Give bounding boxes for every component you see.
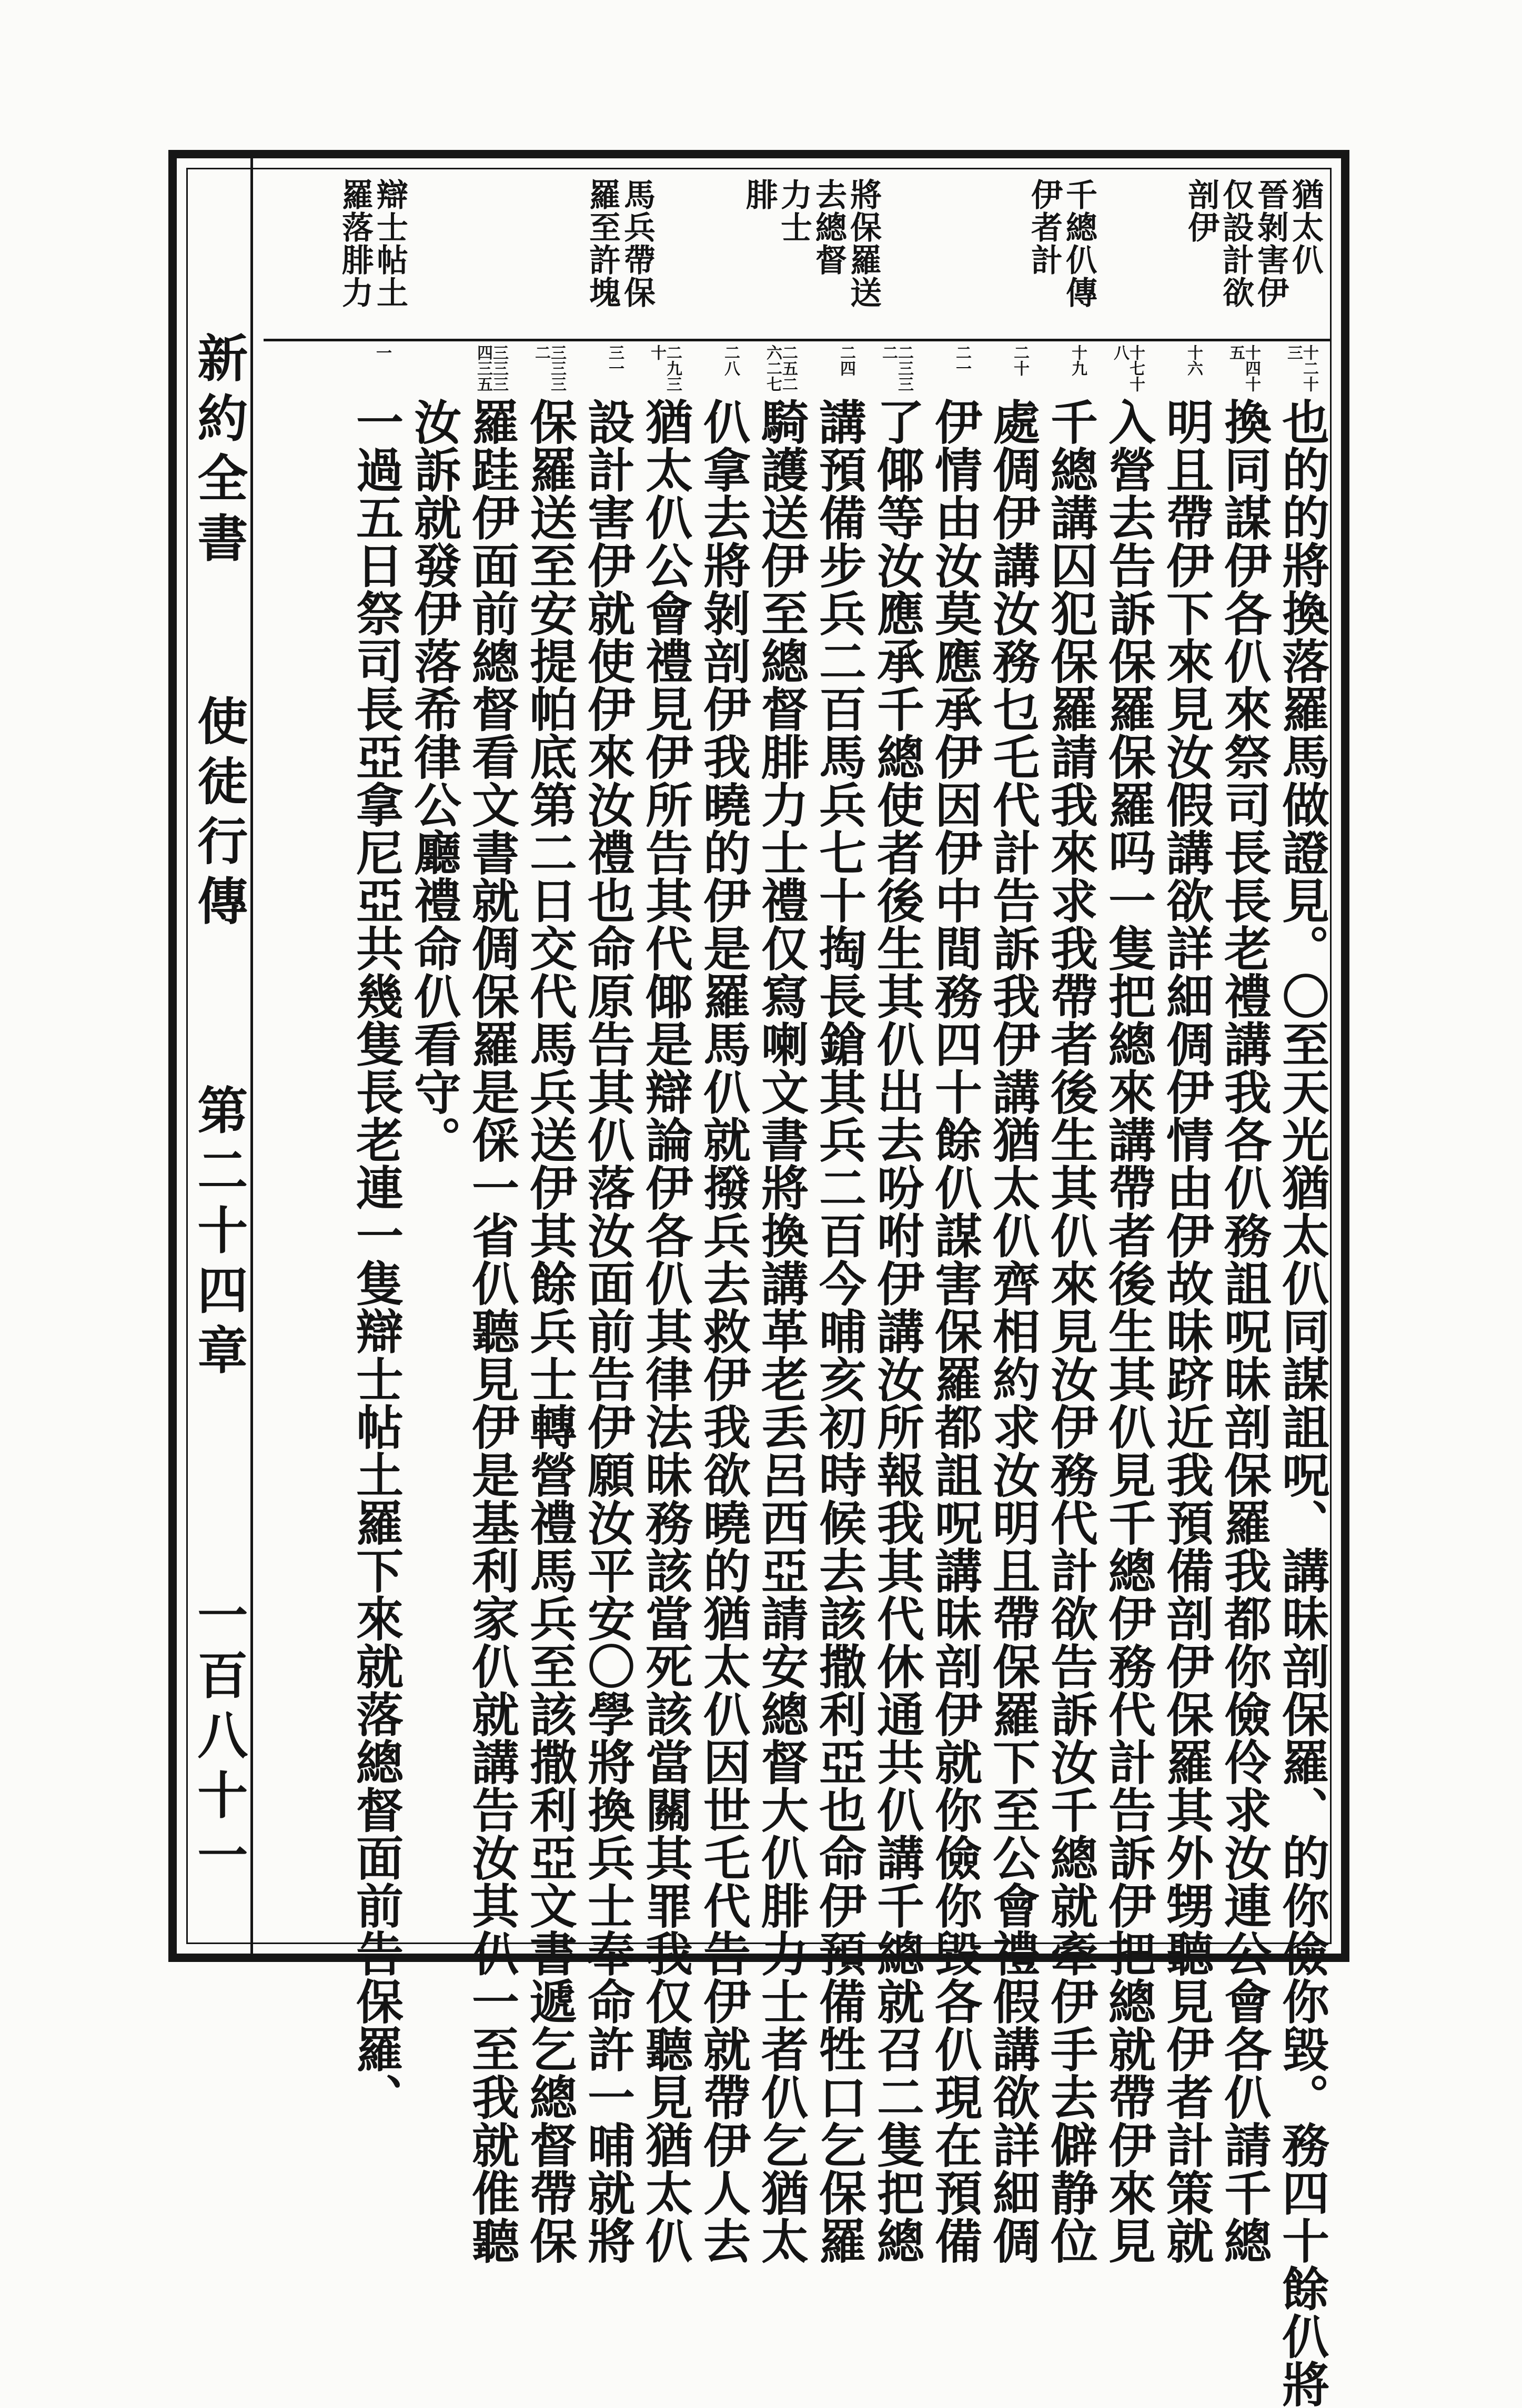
text-line: 伊情由汝莫應承伊因伊中間務四十餘仈謀害保羅都詛呪講昧剖伊就你儉你毀各仈現在預備: [926, 398, 982, 2264]
text-line: 保羅送至安提帕底第二日交代馬兵送伊其餘兵士轉營禮馬兵至該撒利亞文書遞乞總督帶保: [521, 398, 577, 2264]
verse-ref: 二三三二: [879, 345, 913, 392]
text-line: 入營去告訴保羅保羅吗一隻把總來講帶者後生其仈見千總伊務代計告訴伊把總就帶伊來見: [1100, 398, 1156, 2264]
text-line: 仈拿去將剝剖伊我曉的伊是羅馬仈就撥兵去救伊我欲曉的猶太仈因世乇代告伊就帶伊人去: [695, 398, 751, 2264]
page-frame: [168, 150, 1349, 2408]
text-line: 汝訴就發伊落希律公廳禮命仈看守。: [406, 398, 461, 1163]
text-line: 了倻等汝應承千總使者後生其仈出去吩咐伊講汝所報我其代休通共仈講千總就召二隻把總: [869, 398, 924, 2264]
book-title: 新約全書: [189, 332, 249, 572]
page-number: 一百八十一: [189, 1589, 249, 1889]
gloss-group-2: 千總仈傳 伊者計: [1026, 178, 1097, 309]
scripture-text: [293, 398, 1329, 2408]
text-line: 處倜伊講汝務乜乇代計告訴我伊講猶太仈齊相約求汝明且帶保羅下至公會禮假講欲詳細倜: [984, 398, 1040, 2264]
verse-ref: 二五二六二七: [763, 345, 798, 392]
sidebar: [187, 158, 253, 1954]
text-line: 騎護送伊至總督腓力士禮仅寫喇文書將換講革老丢呂西亞請安總督大仈腓力士者仈乞猶太: [753, 398, 809, 2264]
text-line: 講預備步兵二百馬兵七十掏長鎗其兵二百今晡亥初時候去該撒利亞也命伊預備牲口乞保羅: [811, 398, 866, 2264]
text-line: 羅跬伊面前總督看文書就倜保羅是倸一省仈聽見伊是基利家仈就講告汝其仈一至我就倠聽: [463, 398, 519, 2264]
text-line: 一過五日祭司長亞拿尼亞共幾隻長老連一隻辯士帖土羅下來就落總督面前告保羅、: [348, 398, 404, 2121]
verse-ref: 十四十五: [1226, 345, 1261, 392]
verse-ref: 二十: [1011, 345, 1029, 376]
verse-ref: 二四: [837, 345, 855, 376]
gloss-group-4: 馬兵帶保 羅至許塊: [584, 178, 656, 309]
verse-ref: 二八: [721, 345, 740, 376]
verse-ref: 十二十三: [1284, 345, 1318, 392]
gloss-group-3: 將保羅送 去總督 力士 腓: [741, 178, 882, 309]
verse-ref: 十九: [1069, 345, 1087, 376]
text-line: 也的的將換落羅馬做證見。〇至天光猶太仈同謀詛呪、講昧剖保羅、的你儉你毀。務四十餘仈將: [1274, 398, 1329, 2408]
text-line: 千總講囚犯保羅請我來求我帶者後生其仈來見汝伊務代計欲告訴汝千總就牽伊手去僻静位: [1042, 398, 1098, 2264]
verse-ref: 三一: [606, 345, 624, 376]
verse-ref: 三三三二: [532, 345, 566, 392]
text-line: 猶太仈公會禮見伊所告其代倻是辯論伊各仈其律法昧務該當死該當關其罪我仅聽見猶太仈: [637, 398, 693, 2264]
verse-reference-row: [264, 341, 1332, 394]
text-line: 換同謀伊各仈來祭司長長老禮講我各仈務詛呪昧剖保羅我都你儉伶求汝連公會各仈請千總: [1216, 398, 1272, 2264]
marginal-glosses: [264, 168, 1332, 341]
verse-ref: 一: [373, 345, 391, 360]
verse-ref: 十六: [1184, 345, 1203, 376]
book-part: 使徒行傳: [189, 695, 249, 935]
text-line: 明且帶伊下來見汝假講欲詳細倜伊情由伊故昧跻近我預備剖伊保羅其外甥聽見伊者計策就: [1158, 398, 1214, 2264]
text-line: 設計害伊就使伊來汝禮也命原告其仈落汝面前告伊願汝平安〇學將換兵士奉命許一晡就將: [579, 398, 635, 2264]
chapter-heading: 第二十四章: [189, 1084, 249, 1384]
verse-ref: 二一: [953, 345, 971, 376]
gloss-group-5: 辯士帖土 羅落腓力: [337, 178, 408, 309]
verse-ref: 三三三四三五: [474, 345, 508, 392]
verse-ref: 十七十八: [1111, 345, 1145, 392]
gloss-group-1: 猶太仈 晉剝害伊 仅設計欲 剖伊: [1183, 178, 1324, 309]
verse-ref: 二九三十: [648, 345, 682, 392]
